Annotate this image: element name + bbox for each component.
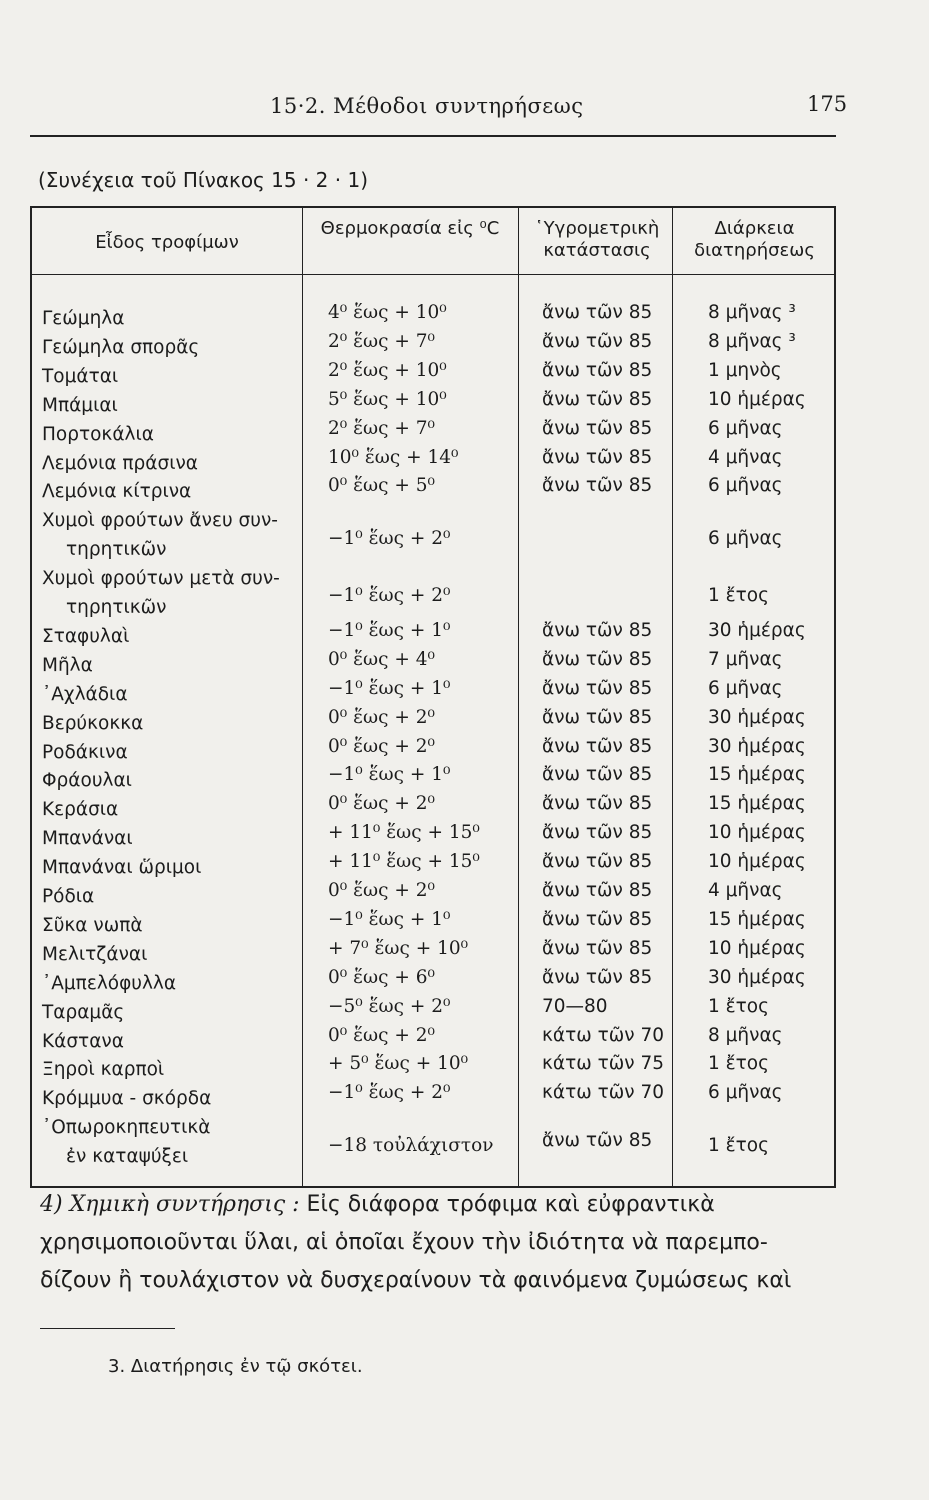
food-name: Μῆλα bbox=[42, 654, 93, 676]
humidity-value: ἄνω τῶν 85 bbox=[542, 764, 653, 786]
temperature-range: 5⁰ ἕως + 10⁰ bbox=[328, 388, 447, 410]
duration-value: 6 μῆνας bbox=[708, 417, 783, 439]
humidity-value: ἄνω τῶν 85 bbox=[542, 648, 653, 670]
food-name: Μπανάναι bbox=[42, 828, 133, 850]
food-name: ᾿Οπωροκηπευτικὰ bbox=[42, 1117, 211, 1139]
temperature-range: 0⁰ ἕως + 5⁰ bbox=[328, 475, 435, 497]
duration-value: 15 ἡμέρας bbox=[708, 764, 806, 786]
food-name: Λεμόνια πράσινα bbox=[42, 452, 199, 474]
food-name: Χυμοὶ φρούτων ἄνευ συν- bbox=[42, 510, 278, 532]
temperature-range: −1⁰ ἕως + 2⁰ bbox=[328, 527, 451, 549]
food-name: Κρόμμυα - σκόρδα bbox=[42, 1088, 212, 1110]
humidity-value: κάτω τῶν 70 bbox=[542, 1082, 664, 1104]
duration-value: 4 μῆνας bbox=[708, 880, 783, 901]
duration-value: 10 ἡμέρας bbox=[708, 822, 806, 844]
duration-value: 10 ἡμέρας bbox=[708, 937, 806, 959]
duration-value: 30 ἡμέρας bbox=[708, 735, 806, 757]
humidity-value: ἄνω τῶν 85 bbox=[542, 735, 653, 757]
humidity-value: ἄνω τῶν 85 bbox=[542, 706, 653, 728]
food-name: Βερύκοκκα bbox=[42, 712, 144, 734]
food-name: Τομάται bbox=[42, 365, 119, 387]
food-name: Σταφυλαὶ bbox=[42, 625, 130, 647]
temperature-range: + 11⁰ ἕως + 15⁰ bbox=[328, 851, 480, 873]
humidity-value: ἄνω τῶν 85 bbox=[542, 475, 653, 497]
paragraph-line: δίζουν ἢ τουλάχιστον νὰ δυσχεραίνουν τὰ φαινόμενα ζυμώσεως καὶ bbox=[40, 1268, 792, 1293]
humidity-value: ἄνω τῶν 85 bbox=[542, 417, 653, 439]
temperature-range: + 11⁰ ἕως + 15⁰ bbox=[328, 822, 480, 844]
duration-value: 6 μῆνας bbox=[708, 1082, 783, 1104]
food-name: ᾿Αχλάδια bbox=[42, 683, 128, 705]
humidity-value: ἄνω τῶν 85 bbox=[542, 822, 653, 844]
food-name: Φράουλαι bbox=[42, 770, 132, 792]
temperature-range: −1⁰ ἕως + 1⁰ bbox=[328, 764, 451, 786]
column-divider bbox=[518, 208, 519, 1186]
temperature-range: 2⁰ ἕως + 7⁰ bbox=[328, 417, 435, 439]
food-name: Γεώμηλα bbox=[42, 308, 125, 329]
temperature-range: 0⁰ ἕως + 2⁰ bbox=[328, 1024, 435, 1046]
temperature-range: −1⁰ ἕως + 1⁰ bbox=[328, 619, 451, 641]
paragraph-line: Εἰς διάφορα τρόφιμα καὶ εὐφραντικὰ bbox=[306, 1192, 715, 1217]
humidity-value: ἄνω τῶν 85 bbox=[542, 446, 653, 468]
food-name: Κάστανα bbox=[42, 1030, 124, 1052]
page-number: 175 bbox=[807, 92, 848, 116]
duration-value: 8 μῆνας ³ bbox=[708, 302, 796, 323]
food-name: Χυμοὶ φρούτων μετὰ συν- bbox=[42, 568, 280, 590]
temperature-range: 0⁰ ἕως + 2⁰ bbox=[328, 706, 435, 728]
duration-value: 10 ἡμέρας bbox=[708, 851, 806, 873]
temperature-range: 10⁰ ἕως + 14⁰ bbox=[328, 446, 459, 468]
duration-value: 6 μῆνας bbox=[708, 527, 783, 549]
duration-value: 30 ἡμέρας bbox=[708, 619, 806, 641]
duration-value: 4 μῆνας bbox=[708, 446, 783, 468]
humidity-value: ἄνω τῶν 85 bbox=[542, 793, 653, 815]
body-paragraph bbox=[40, 1186, 870, 1300]
temperature-range: 0⁰ ἕως + 2⁰ bbox=[328, 880, 435, 901]
header-divider bbox=[32, 274, 834, 275]
paragraph-line: χρησιμοποιοῦνται ὕλαι, αἱ ὁποῖαι ἔχουν τὴν ἰδιότητα νὰ παρεμπο- bbox=[40, 1230, 768, 1255]
duration-value: 15 ἡμέρας bbox=[708, 793, 806, 815]
humidity-value: ἄνω τῶν 85 bbox=[542, 937, 653, 959]
humidity-value: ἄνω τῶν 85 bbox=[542, 677, 653, 699]
duration-value: 1 ἔτος bbox=[708, 995, 769, 1017]
temperature-range: −18 τοὐλάχιστον bbox=[328, 1134, 494, 1156]
running-header-title: 15·2. Μέθοδοι συντηρήσεως bbox=[270, 94, 584, 118]
duration-value: 6 μῆνας bbox=[708, 475, 783, 497]
humidity-value: κάτω τῶν 70 bbox=[542, 1024, 664, 1046]
temperature-range: −1⁰ ἕως + 2⁰ bbox=[328, 1082, 451, 1104]
duration-value: 1 ἔτος bbox=[708, 1053, 769, 1075]
column-divider bbox=[672, 208, 673, 1186]
duration-value: 30 ἡμέρας bbox=[708, 966, 806, 988]
footnote-rule bbox=[40, 1328, 175, 1329]
duration-value: 15 ἡμέρας bbox=[708, 908, 806, 930]
food-name: Ροδάκινα bbox=[42, 741, 128, 763]
duration-value: 7 μῆνας bbox=[708, 648, 783, 670]
paragraph-lead: 4) Χημικὴ συντήρησις : bbox=[40, 1192, 300, 1217]
food-name: Ταραμᾶς bbox=[42, 1001, 125, 1023]
humidity-value: 70—80 bbox=[542, 995, 608, 1017]
footnote: 3. Διατήρησις ἐν τῷ σκότει. bbox=[108, 1356, 363, 1377]
food-name: ἐν καταψύξει bbox=[66, 1146, 189, 1168]
food-name: Λεμόνια κίτρινα bbox=[42, 481, 192, 503]
storage-table bbox=[30, 206, 836, 1188]
humidity-value: ἄνω τῶν 85 bbox=[542, 966, 653, 988]
temperature-range: 4⁰ ἕως + 10⁰ bbox=[328, 302, 447, 323]
temperature-range: −1⁰ ἕως + 2⁰ bbox=[328, 585, 451, 607]
header-rule bbox=[30, 135, 836, 137]
duration-value: 1 μηνὸς bbox=[708, 359, 782, 381]
food-name: Πορτοκάλια bbox=[42, 423, 154, 445]
temperature-range: 0⁰ ἕως + 6⁰ bbox=[328, 966, 435, 988]
food-name: τηρητικῶν bbox=[66, 539, 167, 561]
temperature-range: + 7⁰ ἕως + 10⁰ bbox=[328, 937, 469, 959]
food-name: Μελιτζάναι bbox=[42, 943, 148, 965]
table-caption: (Συνέχεια τοῦ Πίνακος 15 · 2 · 1) bbox=[38, 168, 368, 192]
humidity-value: κάτω τῶν 75 bbox=[542, 1053, 664, 1075]
humidity-value: ἄνω τῶν 85 bbox=[542, 388, 653, 410]
temperature-range: −5⁰ ἕως + 2⁰ bbox=[328, 995, 451, 1017]
food-name: Ξηροὶ καρποὶ bbox=[42, 1059, 165, 1081]
temperature-range: + 5⁰ ἕως + 10⁰ bbox=[328, 1053, 469, 1075]
duration-value: 8 μῆνας ³ bbox=[708, 330, 796, 352]
temperature-range: 2⁰ ἕως + 10⁰ bbox=[328, 359, 447, 381]
food-name: Μπανάναι ὥριμοι bbox=[42, 857, 202, 879]
duration-value: 30 ἡμέρας bbox=[708, 706, 806, 728]
humidity-value: ἄνω τῶν 85 bbox=[542, 908, 653, 930]
temperature-range: 2⁰ ἕως + 7⁰ bbox=[328, 330, 435, 352]
column-header-humidity: ῾Υγρομετρικὴ κατάστασις bbox=[534, 218, 660, 261]
duration-value: 8 μῆνας bbox=[708, 1024, 783, 1046]
duration-value: 1 ἔτος bbox=[708, 585, 769, 607]
humidity-value: ἄνω τῶν 85 bbox=[542, 619, 653, 641]
food-name: ᾿Αμπελόφυλλα bbox=[42, 972, 177, 994]
humidity-value: ἄνω τῶν 85 bbox=[542, 851, 653, 873]
column-header-food: Εἶδος τροφίμων bbox=[95, 232, 239, 253]
duration-value: 10 ἡμέρας bbox=[708, 388, 806, 410]
temperature-range: 0⁰ ἕως + 2⁰ bbox=[328, 793, 435, 815]
food-name: τηρητικῶν bbox=[66, 597, 167, 618]
food-name: Σῦκα νωπὰ bbox=[42, 914, 143, 936]
humidity-value: ἄνω τῶν 85 bbox=[542, 880, 653, 901]
duration-value: 1 ἔτος bbox=[708, 1134, 769, 1156]
column-header-temperature: Θερμοκρασία εἰς ⁰C bbox=[320, 218, 500, 239]
humidity-value: ἄνω τῶν 85 bbox=[542, 1130, 653, 1152]
column-divider bbox=[302, 208, 303, 1186]
temperature-range: 0⁰ ἕως + 2⁰ bbox=[328, 735, 435, 757]
temperature-range: −1⁰ ἕως + 1⁰ bbox=[328, 677, 451, 699]
food-name: Ρόδια bbox=[42, 886, 95, 907]
humidity-value: ἄνω τῶν 85 bbox=[542, 302, 653, 323]
temperature-range: −1⁰ ἕως + 1⁰ bbox=[328, 908, 451, 930]
food-name: Μπάμιαι bbox=[42, 394, 118, 416]
column-header-duration: Διάρκεια διατηρήσεως bbox=[694, 218, 815, 261]
food-name: Γεώμηλα σπορᾶς bbox=[42, 336, 200, 358]
temperature-range: 0⁰ ἕως + 4⁰ bbox=[328, 648, 435, 670]
humidity-value: ἄνω τῶν 85 bbox=[542, 330, 653, 352]
humidity-value: ἄνω τῶν 85 bbox=[542, 359, 653, 381]
food-name: Κεράσια bbox=[42, 799, 119, 821]
duration-value: 6 μῆνας bbox=[708, 677, 783, 699]
